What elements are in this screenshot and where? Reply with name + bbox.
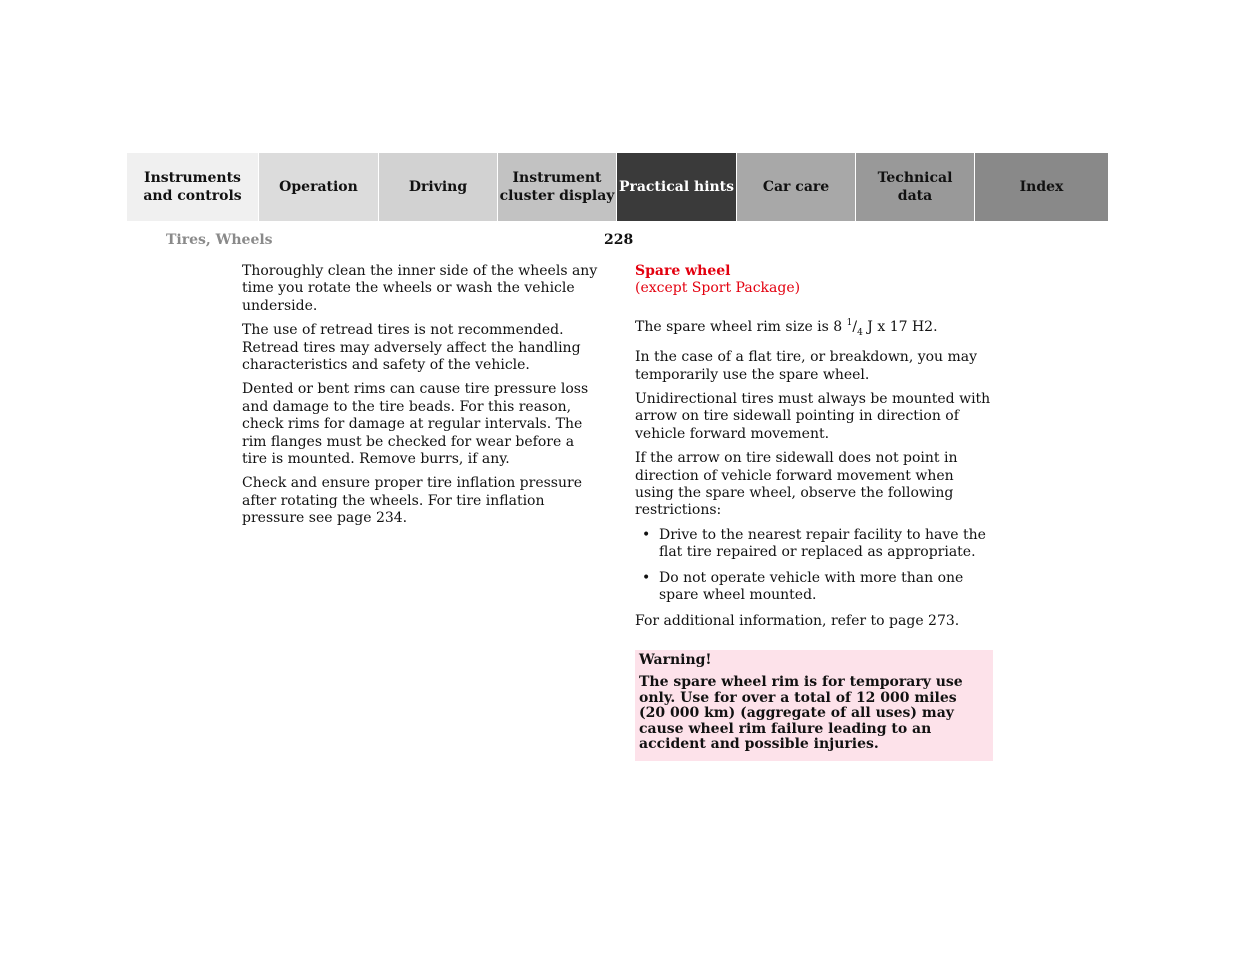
tab-instrument-cluster-display[interactable]: Instrument cluster display: [498, 153, 617, 221]
paragraph-retread-tires: The use of retread tires is not recommended. Retread tires may adversely affect the handling characteristics and safety of the vehicle.: [242, 322, 581, 374]
section-header: Tires, Wheels: [166, 232, 273, 248]
paragraph-inflation-pressure: Check and ensure proper tire inflation pressure after rotating the wheels. For tire inflation pressure see page 234.: [242, 475, 582, 527]
paragraph-additional-info: For additional information, refer to page 273.: [635, 612, 960, 629]
bullet-icon: •: [642, 526, 651, 543]
paragraph-flat-tire: In the case of a flat tire, or breakdown, you may temporarily use the spare wheel.: [635, 349, 978, 383]
warning-text: The spare wheel rim is for temporary use only. Use for over a total of 12 000 miles (20 000 km) (aggregate of all uses) may cause wheel rim failure leading to an accident and possible injuries.: [639, 674, 963, 753]
paragraph-unidirectional: Unidirectional tires must always be mounted with arrow on tire sidewall pointing in direction of vehicle forward movement.: [635, 391, 991, 442]
tab-car-care[interactable]: Car care: [737, 153, 856, 221]
tab-technical-data[interactable]: Technical data: [856, 153, 975, 221]
tab-driving[interactable]: Driving: [379, 153, 498, 221]
restrictions-list: [635, 527, 993, 605]
tab-operation[interactable]: Operation: [259, 153, 379, 221]
paragraph-clean-wheels: Thoroughly clean the inner side of the wheels any time you rotate the wheels or wash the vehicle underside.: [242, 263, 598, 314]
tab-instruments-and-controls[interactable]: Instruments and controls: [127, 153, 259, 221]
rim-size-slash: /: [852, 318, 858, 335]
rim-size-denominator: 4: [857, 327, 863, 338]
right-column: [635, 263, 993, 761]
page-number: 228: [604, 232, 634, 248]
list-item-text: Drive to the nearest repair facility to have the flat tire repaired or replaced as appropriate.: [659, 526, 986, 561]
paragraph-arrow-direction: If the arrow on tire sidewall does not point in direction of vehicle forward movement when using the spare wheel, observe the following restrictions:: [635, 450, 958, 519]
bullet-icon: •: [642, 569, 651, 586]
rim-size-numerator: 1: [846, 317, 853, 328]
warning-box: [635, 650, 993, 761]
tab-practical-hints[interactable]: Practical hints: [617, 153, 737, 221]
rim-size-suffix: J x 17 H2.: [862, 318, 938, 335]
paragraph-dented-rims: Dented or bent rims can cause tire pressure loss and damage to the tire beads. For this reason, check rims for damage at regular intervals. The rim flanges must be checked for wear before a tire is mounted. Remove burrs, if any.: [242, 381, 589, 468]
section-title: Spare wheel: [635, 263, 731, 279]
section-subtitle: (except Sport Package): [635, 280, 801, 297]
rim-size-paragraph: [635, 315, 993, 342]
list-item: [635, 527, 993, 562]
chapter-tab-bar: [127, 153, 1108, 221]
list-item-text: Do not operate vehicle with more than one spare wheel mounted.: [659, 569, 964, 604]
left-column: [242, 263, 602, 535]
rim-size-prefix: The spare wheel rim size is 8: [635, 318, 847, 335]
list-item: [635, 570, 993, 605]
tab-index[interactable]: Index: [975, 153, 1108, 221]
warning-title: Warning!: [639, 651, 712, 668]
